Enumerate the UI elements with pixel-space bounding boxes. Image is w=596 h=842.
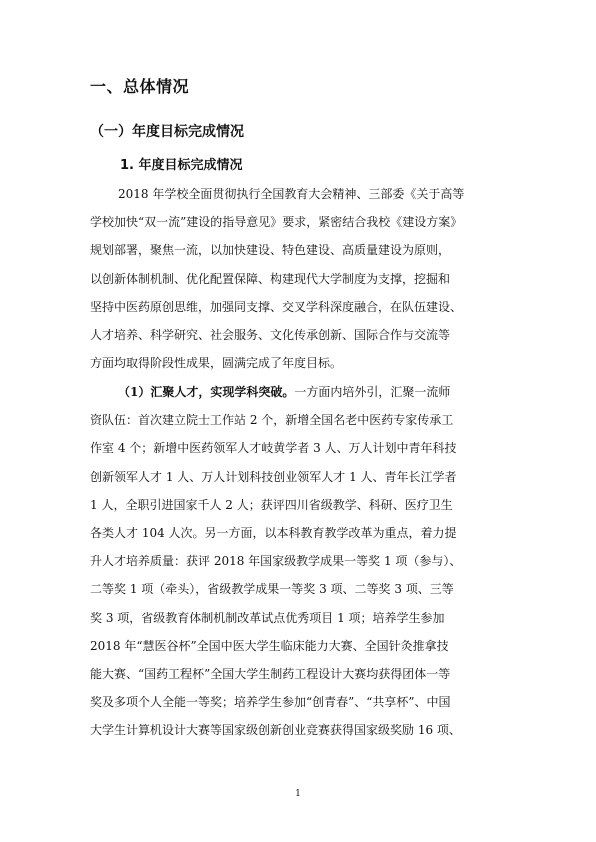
paragraph-lead: （1）汇聚人才，实现学科突破。 — [118, 385, 295, 399]
text-line: 2018 年“慧医谷杯”全国中医大学生临床能力大赛、全国针灸推拿技 — [90, 638, 449, 653]
text-line: 创新领军人才 1 人、万人计划科技创业领军人才 1 人、青年长江学者 — [90, 469, 457, 484]
text-line: 能大赛、“国药工程杯”全国大学生制药工程设计大赛均获得团体一等 — [90, 667, 451, 682]
text-fragment: 一方面内培外引，汇聚一流师 — [294, 385, 451, 399]
paragraph-talent — [90, 378, 510, 745]
text-line: 奖及多项个人全能一等奖；培养学生参加“创青春”、“共享杯”、中国 — [90, 695, 451, 710]
text-line: 2018 年学校全面贯彻执行全国教育大会精神、三部委《关于高等 — [118, 187, 465, 201]
text-line: 大学生计算机设计大赛等国家级创新创业竞赛获得国家级奖励 16 项、 — [90, 723, 461, 738]
text-line: 方面均取得阶段性成果，圆满完成了年度目标。 — [90, 356, 343, 371]
text-line: 作室 4 个；新增中医药领军人才岐黄学者 3 人、万人计划中青年科技 — [90, 441, 457, 456]
text-line — [90, 378, 510, 406]
subsubsection-heading: 1. 年度目标完成情况 — [120, 158, 243, 173]
text-line: 坚持中医药原创思维，加强同支撑、交叉学科深度融合，在队伍建设、 — [90, 299, 463, 314]
text-line: 二等奖 1 项（牵头），省级教学成果一等奖 3 项、二等奖 3 项、三等 — [90, 582, 454, 597]
text-line: 资队伍：首次建立院士工作站 2 个，新增全国名老中医药专家传承工 — [90, 413, 454, 428]
text-line: 各类人才 104 人次。另一方面，以本科教育教学改革为重点，着力提 — [90, 526, 457, 541]
text-line: 规划部署，聚焦一流，以加快建设、特色建设、高质量建设为原则， — [90, 243, 451, 258]
text-line: 1 人，全职引进国家千人 2 人；获评四川省级教学、科研、医疗卫生 — [90, 497, 453, 512]
text-line: 升人才培养质量：获评 2018 年国家级教学成果一等奖 1 项（参与）、 — [90, 554, 462, 569]
text-line: 以创新体制机制、优化配置保障、构建现代大学制度为支撑，挖掘和 — [90, 271, 451, 286]
subsection-heading: （一）年度目标完成情况 — [90, 124, 244, 140]
text-line: 奖 3 项，省级教育体制机制改革试点优秀项目 1 项；培养学生参加 — [90, 610, 445, 625]
page-number: 1 — [295, 789, 301, 799]
text-line: 学校加快“双一流”建设的指导意见》要求，紧密结合我校《建设方案》 — [90, 215, 463, 230]
paragraph-annual-goals — [90, 180, 510, 377]
section-heading: 一、总体情况 — [90, 77, 190, 96]
text-line: 人才培养、科学研究、社会服务、文化传承创新、国际合作与交流等 — [90, 328, 451, 343]
